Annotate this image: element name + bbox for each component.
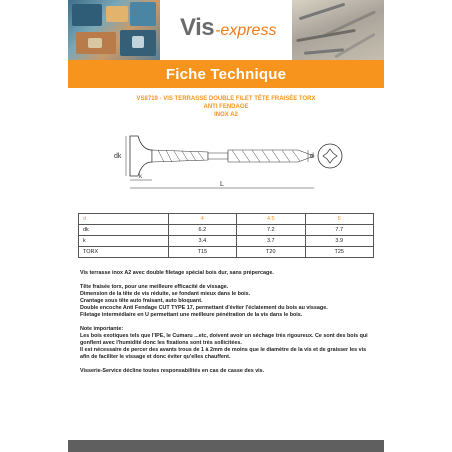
note-line: Il est nécessaire de percer des avants trous de 1 à 2mm de moins que le diamètre de la vis et de graisser les vis afin de faciliter le vissage et donc éviter qu'elles chauffent. bbox=[80, 347, 367, 360]
d-dimension-label: d bbox=[310, 153, 314, 160]
tools-photo bbox=[68, 0, 160, 60]
table-cell: 6.2 bbox=[168, 225, 236, 236]
screw-upper-thread bbox=[152, 150, 208, 162]
logo-main-text: Vis bbox=[180, 14, 215, 41]
screw-lower-thread bbox=[228, 150, 314, 162]
product-title bbox=[68, 95, 384, 119]
note-title: Note importante: bbox=[80, 326, 124, 332]
screw-head bbox=[130, 136, 152, 176]
table-row bbox=[79, 247, 374, 258]
table-row bbox=[79, 225, 374, 236]
table-cell: 4 bbox=[168, 214, 236, 225]
header bbox=[68, 0, 384, 60]
table-cell: 3.4 bbox=[168, 236, 236, 247]
table-cell: dk bbox=[79, 225, 169, 236]
table-cell: k bbox=[79, 236, 169, 247]
table-cell: 3.7 bbox=[237, 236, 305, 247]
L-dimension-label: L bbox=[220, 181, 224, 188]
product-title-line: INOX A2 bbox=[214, 112, 238, 118]
table-header-row bbox=[79, 214, 374, 225]
disclaimer-text: Visserie-Service décline toutes responsabilités en cas de casse des vis. bbox=[80, 368, 265, 374]
table-cell: 3.9 bbox=[305, 236, 374, 247]
feature-line: Dimension de la tête de vis réduite, se fondant mieux dans le bois. bbox=[80, 291, 251, 297]
k-dimension-label: k bbox=[139, 174, 142, 180]
footer-bar bbox=[68, 440, 384, 452]
screw-head-end-view bbox=[318, 144, 342, 168]
table-cell: T25 bbox=[305, 247, 374, 258]
product-description bbox=[80, 270, 376, 375]
feature-line: Tête fraisée torx, pour une meilleure efficacité de vissage. bbox=[80, 284, 229, 290]
table-cell: T20 bbox=[237, 247, 305, 258]
feature-line: Crantage sous tête auto fraisant, auto bloquant. bbox=[80, 298, 203, 304]
feature-line: Filetage intermédiaire en U permettant une meilleure pénétration de la vis dans le bois. bbox=[80, 312, 303, 318]
technical-sheet-page bbox=[68, 0, 384, 452]
table-row bbox=[79, 236, 374, 247]
screw-shank bbox=[208, 153, 228, 159]
product-title-line: ANTI FENDAGE bbox=[203, 104, 249, 110]
note-line: Les bois exotiques tels que l'IPE, le Cumaru ...etc, doivent avoir un séchage très rigoureux. Ce sont des bois qui gonflent avec l'humidité donc les fixations sont très sollicitées. bbox=[80, 333, 368, 346]
dimensions-table bbox=[78, 213, 374, 258]
screw-technical-drawing bbox=[108, 128, 344, 192]
banner-title: Fiche Technique bbox=[165, 65, 287, 83]
logo-suffix-text: -express bbox=[215, 22, 277, 39]
vis-express-logo bbox=[180, 14, 276, 42]
table-cell: 5 bbox=[305, 214, 374, 225]
table-cell: 7.7 bbox=[305, 225, 374, 236]
table-cell: d bbox=[79, 214, 169, 225]
dk-dimension-label: dk bbox=[114, 153, 122, 160]
screws-photo bbox=[292, 0, 384, 60]
intro-text: Vis terrasse inox A2 avec double filetage spécial bois dur, sans prépercage. bbox=[80, 270, 274, 276]
table-cell: T15 bbox=[168, 247, 236, 258]
table-cell: 4.5 bbox=[237, 214, 305, 225]
table-cell: TORX bbox=[79, 247, 169, 258]
title-banner bbox=[68, 60, 384, 88]
product-title-line: VS8719 - VIS TERRASSE DOUBLE FILET TÊTE FRAISÉE TORX bbox=[136, 96, 316, 102]
table-cell: 7.2 bbox=[237, 225, 305, 236]
feature-line: Double encoche Anti Fendage CUT TYPE 17, permettant d'éviter l'éclatement du bois au vissage. bbox=[80, 305, 328, 311]
